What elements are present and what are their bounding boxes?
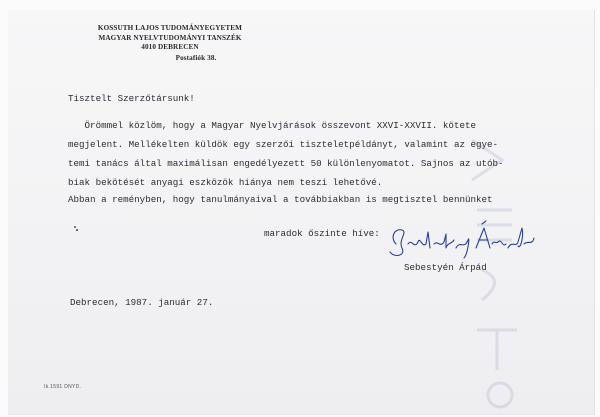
letter-closing: maradok őszinte híve: (264, 228, 380, 239)
letter-salutation: Tisztelt Szerzőtársunk! (68, 93, 195, 104)
letter-body-line: Örömmel közlöm, hogy a Magyar Nyelvjárások összevont XXVI-XXVII. kötete (68, 120, 476, 131)
letter-body-line: temi tanács által maximálisan engedélyezett 50 különlenyomatot. Sajnos az utób- (68, 158, 504, 169)
letter-body-line: biak bekötését anyagi eszközök hiánya nem teszi lehetővé. (68, 177, 383, 188)
signatory-name: Sebestyén Árpád (404, 262, 487, 273)
letterhead-university-name: KOSSUTH LAJOS TUDOMÁNYEGYETEM (97, 24, 243, 32)
handwritten-signature (384, 214, 544, 264)
letter-body-line: Abban a reményben, hogy tanulmányaival a továbbiakban is megtisztel bennünket (68, 194, 493, 205)
letterhead-department-name: MAGYAR NYELVTUDOMÁNYI TANSZÉK (98, 33, 242, 42)
letterhead-postbox: Postafiók 38. (175, 53, 217, 62)
letter-body-line: megjelent. Mellékelten küldök egy szerzői tiszteletpéldányt, valamint az egye- (68, 139, 499, 150)
university-letterhead (20, 24, 320, 63)
letterhead-city: 4010 DEBRECEN (141, 43, 199, 51)
print-code: Ik.1591 DNYD. (44, 384, 82, 390)
stray-ink-dots (74, 226, 78, 230)
letter-date: Debrecen, 1987. január 27. (70, 297, 214, 308)
